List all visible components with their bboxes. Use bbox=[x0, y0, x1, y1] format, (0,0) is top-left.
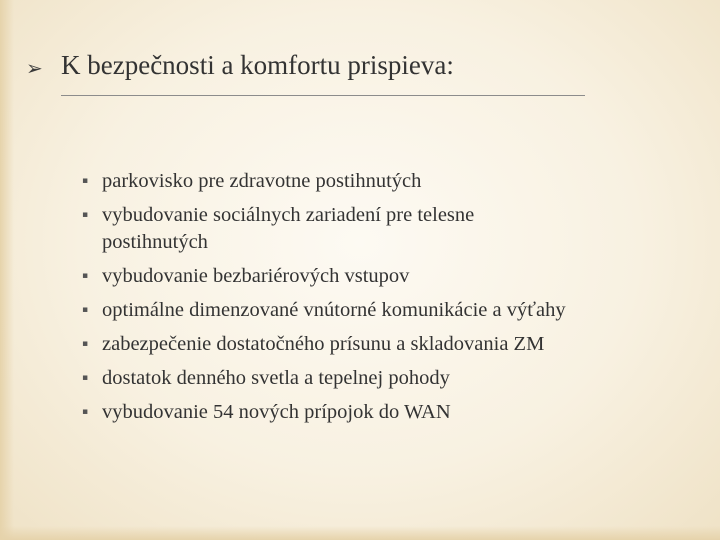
list-item bbox=[82, 331, 702, 358]
list-item-text: vybudovanie bezbariérových vstupov bbox=[102, 265, 410, 287]
square-bullet-icon: ▪ bbox=[82, 305, 89, 315]
list-item bbox=[82, 263, 702, 290]
list-item bbox=[82, 365, 702, 392]
list-item bbox=[82, 168, 702, 195]
title-row bbox=[26, 50, 566, 90]
square-bullet-icon: ▪ bbox=[82, 176, 89, 186]
slide-bottom-border bbox=[0, 526, 720, 540]
slide-title: K bezpečnosti a komfortu prispieva: bbox=[61, 50, 454, 80]
square-bullet-icon: ▪ bbox=[82, 373, 89, 383]
list-item-text: parkovisko pre zdravotne postihnutých bbox=[102, 170, 422, 192]
list-item-text: vybudovanie 54 nových prípojok do WAN bbox=[102, 401, 451, 423]
bullet-list bbox=[82, 168, 702, 433]
arrow-bullet-icon: ➢ bbox=[26, 56, 43, 80]
title-underline bbox=[61, 95, 585, 96]
list-item bbox=[82, 297, 702, 324]
square-bullet-icon: ▪ bbox=[82, 339, 89, 349]
list-item-text: optimálne dimenzované vnútorné komunikácie a výťahy bbox=[102, 299, 566, 321]
list-item bbox=[82, 399, 702, 426]
square-bullet-icon: ▪ bbox=[82, 271, 89, 281]
list-item-text: dostatok denného svetla a tepelnej pohody bbox=[102, 367, 450, 389]
square-bullet-icon: ▪ bbox=[82, 407, 89, 417]
slide-left-border bbox=[0, 0, 14, 540]
list-item-text: zabezpečenie dostatočného prísunu a skladovania ZM bbox=[102, 333, 545, 355]
list-item bbox=[82, 202, 572, 256]
list-item-text: vybudovanie sociálnych zariadení pre telesne postihnutých bbox=[102, 204, 475, 253]
square-bullet-icon: ▪ bbox=[82, 210, 89, 220]
